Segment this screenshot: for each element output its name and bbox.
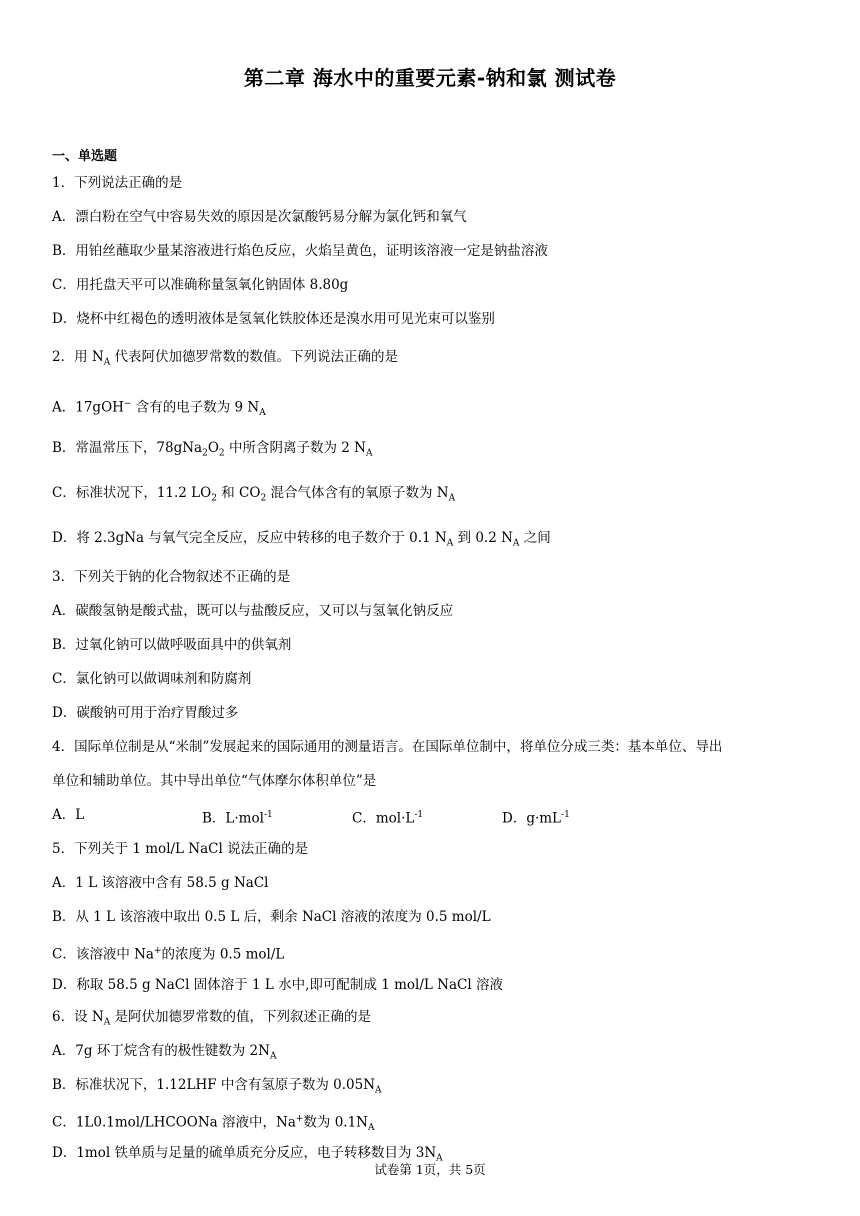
question-1-option-c: C．用托盘天平可以准确称量氢氧化钠固体 8.80g	[52, 277, 349, 293]
question-5-option-b: B．从 1 L 该溶液中取出 0.5 L 后，剩余 NaCl 溶液的浓度为 0.5 mol/L	[52, 909, 491, 925]
question-4-option-d: D．$g\cdot mL^{-1}$	[502, 810, 570, 827]
question-6-option-a: A．7g 环丁烷含有的极性键数为 $2N_A$	[52, 1043, 277, 1062]
question-1-stem: 1．下列说法正确的是	[52, 175, 183, 191]
question-6-option-d: D．1mol 铁单质与足量的硫单质充分反应，电子转移数目为 $3N_A$	[52, 1145, 443, 1164]
question-1-option-b: B．用铂丝蘸取少量某溶液进行焰色反应，火焰呈黄色，证明该溶液一定是钠盐溶液	[52, 243, 548, 259]
question-2-stem: 2．用 $N_A$ 代表阿伏加德罗常数的数值。下列说法正确的是	[52, 349, 398, 368]
question-3-option-d: D．碳酸钠可用于治疗胃酸过多	[52, 705, 239, 721]
page-title: 第二章 海水中的重要元素-钠和氯 测试卷	[243, 66, 617, 90]
question-4-option-b: B．L·mol$^{-1}$	[202, 810, 273, 827]
question-2-option-c: C．标准状况下，11.2 $LO_2$ 和 $CO_2$ 混合气体含有的氧原子数为 $N_A$	[52, 485, 456, 504]
section-heading: 一、单选题	[52, 149, 118, 164]
page-footer: 试卷第 1页，共 5页	[374, 1162, 486, 1177]
question-5-option-c: C．该溶液中 Na+的浓度为 0.5 mol/L	[52, 946, 285, 963]
question-1-option-d: D．烧杯中红褐色的透明液体是氢氧化铁胶体还是溴水用可见光束可以鉴别	[52, 311, 495, 327]
question-3-option-b: B．过氧化钠可以做呼吸面具中的供氧剂	[52, 637, 292, 653]
question-4-stem-line-2: 单位和辅助单位。其中导出单位“气体摩尔体积单位”是	[52, 773, 377, 789]
question-6-option-c: C．1L0.1mol/LHCOONa 溶液中，Na+数为 $0.1N_A$	[52, 1114, 375, 1134]
question-3-stem: 3．下列关于钠的化合物叙述不正确的是	[52, 569, 291, 585]
question-5-option-a: A．1 L 该溶液中含有 58.5 g NaCl	[52, 875, 269, 891]
question-5-stem: 5．下列关于 1 mol/L NaCl 说法正确的是	[52, 841, 309, 857]
question-4-option-c: C．$mol\cdot L^{-1}$	[352, 810, 424, 827]
question-6-option-b: B．标准状况下，1.12LHF 中含有氢原子数为 $0.05N_A$	[52, 1077, 382, 1096]
question-4-stem-line-1: 4．国际单位制是从“米制”发展起来的国际通用的测量语言。在国际单位制中，将单位分成三类：基本单位、导出	[52, 739, 723, 755]
question-2-option-a: A．17gOH− 含有的电子数为 9 $N_A$	[52, 399, 266, 419]
question-1-option-a: A．漂白粉在空气中容易失效的原因是次氯酸钙易分解为氯化钙和氧气	[52, 209, 467, 225]
question-3-option-a: A．碳酸氢钠是酸式盐，既可以与盐酸反应，又可以与氢氧化钠反应	[52, 603, 454, 619]
question-2-option-b: B．常温常压下，$78gNa_2O_2$ 中所含阴离子数为 2 $N_A$	[52, 440, 373, 459]
question-2-option-d: D．将 2.3gNa 与氧气完全反应，反应中转移的电子数介于 0.1 $N_A$ 到 0.2 $N_A$ 之间	[52, 530, 551, 549]
question-6-stem: 6．设 $N_A$ 是阿伏加德罗常数的值，下列叙述正确的是	[52, 1009, 371, 1028]
question-4-option-a: A．L	[52, 807, 85, 823]
question-5-option-d: D．称取 58.5 g NaCl 固体溶于 1 L 水中,即可配制成 1 mol/L NaCl 溶液	[52, 977, 503, 993]
question-3-option-c: C．氯化钠可以做调味剂和防腐剂	[52, 671, 252, 687]
